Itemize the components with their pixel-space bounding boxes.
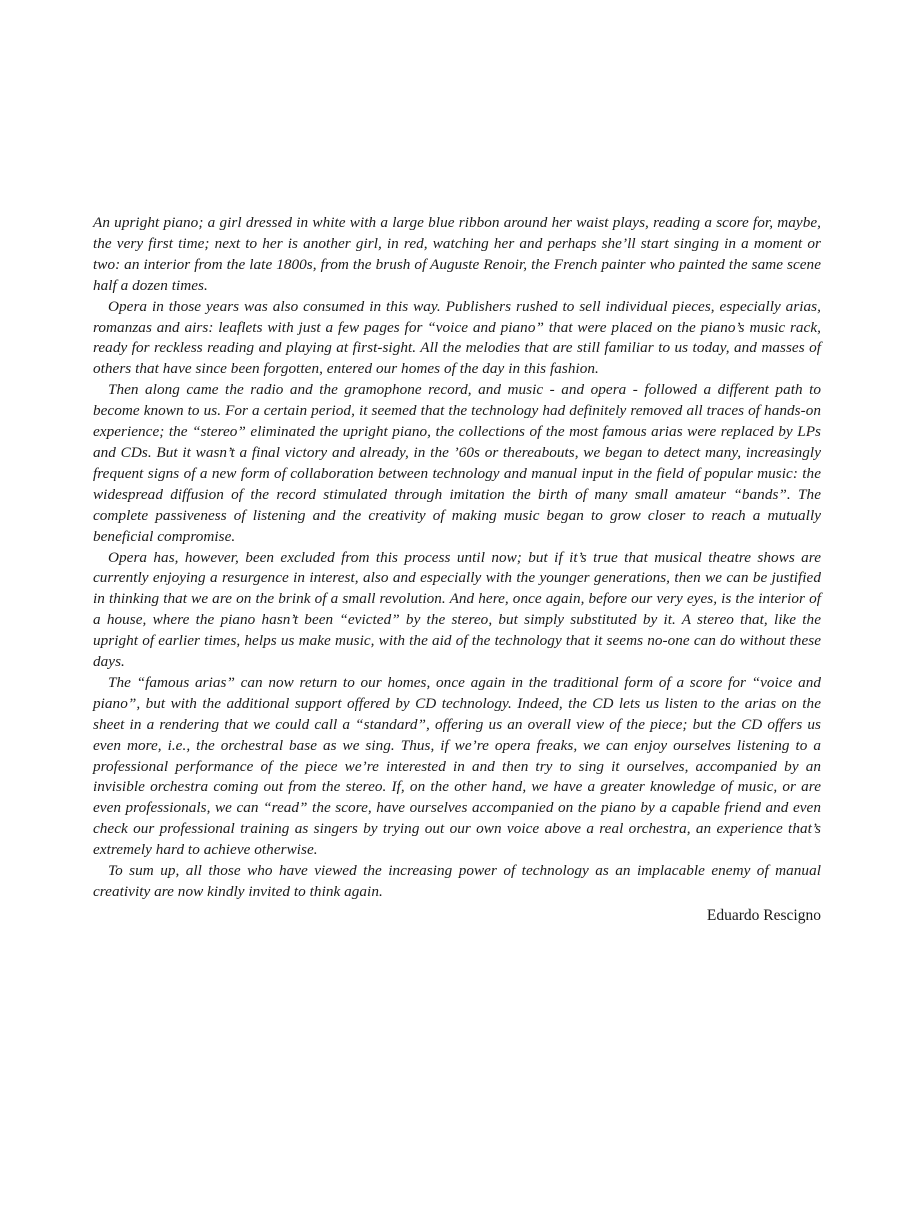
- article-body: [93, 213, 821, 926]
- paragraph-renoir-piano: An upright piano; a girl dressed in white with a large blue ribbon around her waist plays, reading a score for, maybe, the very first time; next to her is another girl, in red, watching her and perhaps she’ll start singing in a moment or two: an interior from the late 1800s, from the brush of Auguste Renoir, the French painter who painted the same scene half a dozen times.: [93, 214, 821, 294]
- paragraph-conclusion: To sum up, all those who have viewed the increasing power of technology as an implacable enemy of manual creativity are now kindly invited to think again.: [93, 862, 821, 900]
- paragraph-opera-publishers: Opera in those years was also consumed in this way. Publishers rushed to sell individual pieces, especially arias, romanzas and airs: leaflets with just a few pages for “voice and piano” that were placed on the piano’s music rack, ready for reckless reading and playing at first-sight. All the melodies that are still familiar to us today, and masses of others that have since been forgotten, entered our homes of the day in this fashion.: [93, 297, 821, 378]
- paragraph-opera-excluded: Opera has, however, been excluded from this process until now; but if it’s true that musical theatre shows are currently enjoying a resurgence in interest, also and especially with the younger generations, then we can be justified in thinking that we are on the brink of a small revolution. And here, once again, before our very eyes, is the interior of a house, where the piano hasn’t been “evicted” by the stereo, but simply substituted by it. A stereo that, like the upright of earlier times, helps us make music, with the aid of the technology that it seems no-one can do without these days.: [93, 548, 821, 671]
- paragraph-famous-arias: The “famous arias” can now return to our homes, once again in the traditional form of a score for “voice and piano”, but with the additional support offered by CD technology. Indeed, the CD lets us listen to the arias on the sheet in a rendering that we could call a “standard”, offering us an overall view of the piece; but the CD offers us even more, i.e., the orchestral base as we sing. Thus, if we’re opera freaks, we can enjoy ourselves listening to a professional performance of the piece we’re interested in and then try to sing it ourselves, accompanied by an invisible orchestra coming out from the stereo. If, on the other hand, we have a greater knowledge of music, or are even professionals, we can “read” the score, have ourselves accompanied on the piano by a capable friend and even check our professional training as singers by trying out our own voice above a real orchestra, an experience that’s extremely hard to achieve otherwise.: [93, 673, 821, 859]
- paragraph-radio-gramophone: Then along came the radio and the gramophone record, and music - and opera - followed a different path to become known to us. For a certain period, it seemed that the technology had definitely removed all traces of hands-on experience; the “stereo” eliminated the upright piano, the collections of the most famous arias were replaced by LPs and CDs. But it wasn’t a final victory and already, in the ’60s or thereabouts, we began to detect many, increasingly frequent signs of a new form of collaboration between technology and manual input in the field of popular music: the widespread diffusion of the record stimulated through imitation the birth of many small amateur “bands”. The complete passiveness of listening and the creativity of making music began to grow closer to reach a mutually beneficial compromise.: [93, 381, 821, 545]
- author-signature: Eduardo Rescigno: [706, 906, 821, 924]
